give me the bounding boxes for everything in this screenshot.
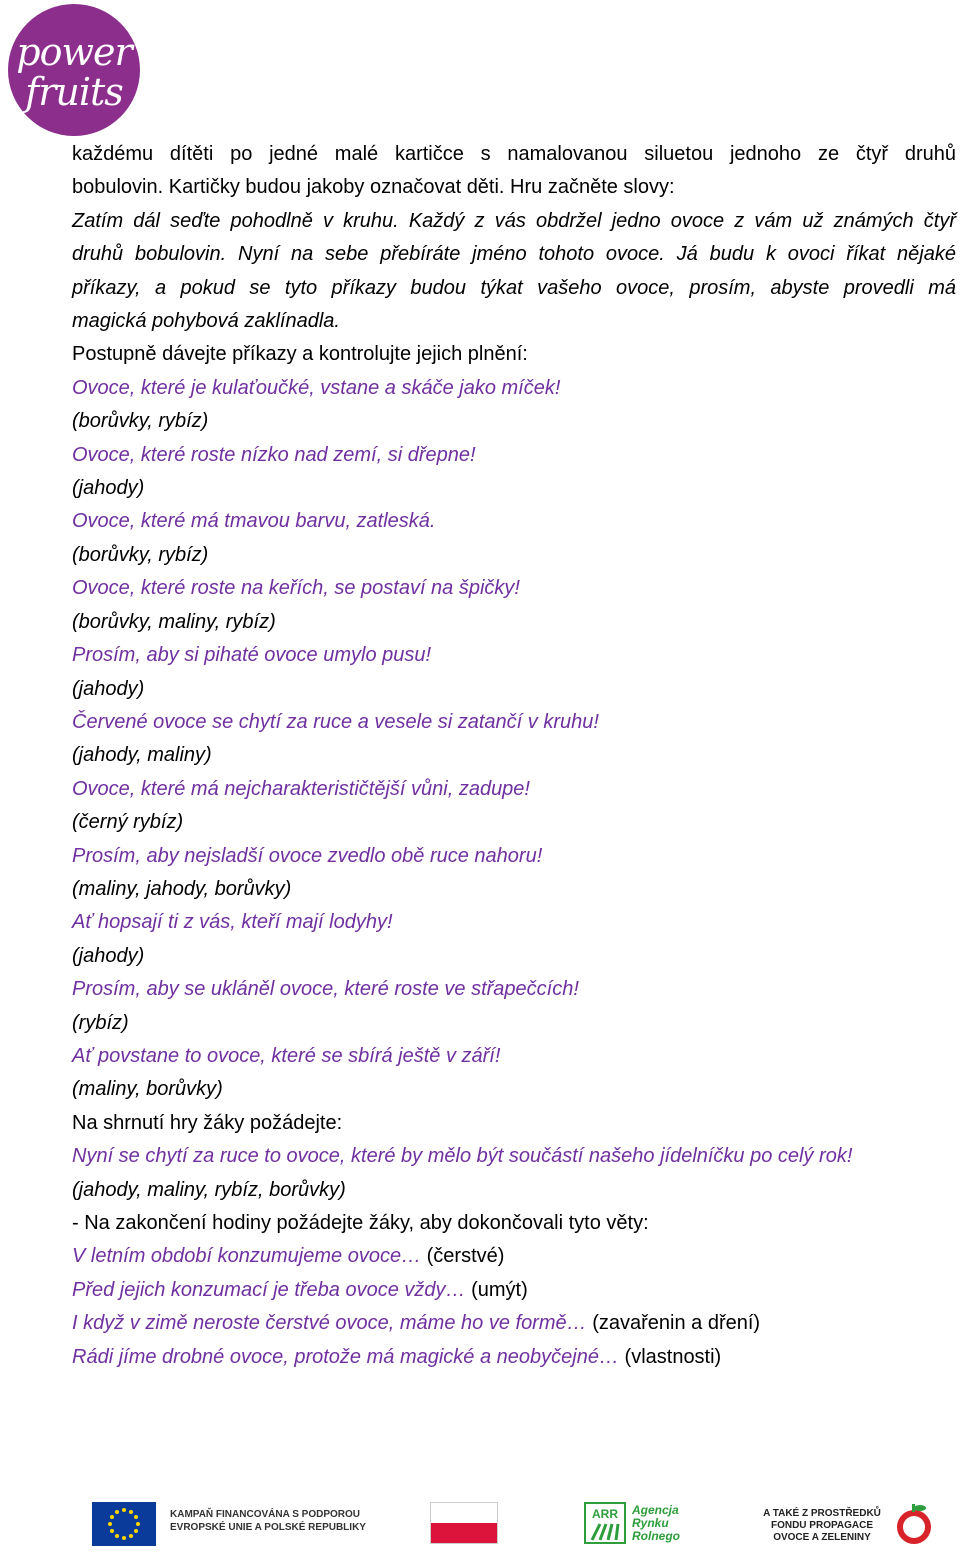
- command-answer: (černý rybíz): [72, 811, 184, 834]
- command-text: Ovoce, které je kulaťoučké, vstane a skáče jako míček!: [72, 376, 561, 399]
- command-answer: (borůvky, maliny, rybíz): [72, 610, 276, 633]
- sentence-line: [72, 1240, 956, 1273]
- sentence-answer: (zavařenin a dření): [592, 1312, 761, 1335]
- eu-funding-text: [170, 1508, 370, 1534]
- command-answer: (jahody): [72, 677, 145, 700]
- command-answer: (jahody): [72, 944, 145, 967]
- command-text: Prosím, aby se ukláněl ovoce, které roste ve střapečcích!: [72, 978, 579, 1001]
- fund-text-line: OVOCE A ZELENINY: [773, 1532, 871, 1543]
- narration-line-3: příkazy, a pokud se tyto příkazy budou týkat vašeho ovoce, prosím, abyste provedli má: [72, 276, 956, 299]
- narration-line-2: druhů bobulovin. Nyní na sebe přebíráte jméno tohoto ovoce. Já budu k ovoci říkat nějaké: [72, 243, 956, 266]
- arr-agency-text: [632, 1504, 702, 1543]
- sentence-prompt: Rádi jíme drobné ovoce, protože má magické a neobyčejné…: [72, 1345, 619, 1368]
- narration-line-4: magická pohybová zaklínadla.: [72, 310, 340, 333]
- eu-flag-icon: [92, 1502, 156, 1546]
- fund-text-line: FONDU PROPAGACE: [770, 1520, 874, 1531]
- command-text: Ovoce, které má nejcharakterističtější vůni, zadupe!: [72, 777, 530, 800]
- command-answer: (borůvky, rybíz): [72, 543, 209, 566]
- sentence-prompt: I když v zimě neroste čerstvé ovoce, máme ho ve formě…: [72, 1312, 587, 1335]
- sentence-prompt: V letním období konzumujeme ovoce…: [72, 1245, 422, 1268]
- apple-logo-icon: [892, 1502, 936, 1546]
- command-text: Ať povstane to ovoce, které se sbírá ještě v září!: [72, 1044, 501, 1067]
- eu-text-line: KAMPAŇ FINANCOVÁNA S PODPOROU: [170, 1509, 361, 1520]
- command-text: Ovoce, které roste na keřích, se postaví na špičky!: [72, 577, 520, 600]
- command-answer: (jahody): [72, 477, 145, 500]
- arr-text-line: Agencja: [632, 1503, 679, 1517]
- sentence-line: [72, 1341, 956, 1374]
- summary-intro: Na shrnutí hry žáky požádejte:: [72, 1111, 343, 1134]
- sentence-line: [72, 1274, 956, 1307]
- sentence-line: [72, 1307, 956, 1340]
- commands-intro: Postupně dávejte příkazy a kontrolujte jejich plnění:: [72, 343, 528, 366]
- logo-word-power: power: [16, 30, 132, 74]
- arr-text-line: Rynku: [632, 1516, 669, 1530]
- summary-command: Nyní se chytí za ruce to ovoce, které by mělo být součástí našeho jídelníčku po celý rok!: [72, 1145, 853, 1168]
- command-answer: (maliny, jahody, borůvky): [72, 877, 292, 900]
- narration-line-1: Zatím dál seďte pohodlně v kruhu. Každý z vás obdržel jedno ovoce z vám už známých čtyř: [72, 209, 956, 232]
- eu-text-line: EVROPSKÉ UNIE A POLSKÉ REPUBLIKY: [170, 1522, 366, 1533]
- document-body: [72, 138, 956, 1374]
- funding-footer: [0, 1496, 960, 1553]
- logo-word-fruits: fruits: [25, 70, 123, 114]
- ending-intro: - Na zakončení hodiny požádejte žáky, aby dokončovali tyto věty:: [72, 1212, 649, 1234]
- command-answer: (borůvky, rybíz): [72, 410, 209, 433]
- arr-logo-icon: [584, 1502, 626, 1544]
- fund-text: [760, 1508, 884, 1544]
- arr-text-line: Rolnego: [632, 1529, 680, 1543]
- intro-line-2: bobulovin. Kartičky budou jakoby označovat děti. Hru začněte slovy:: [72, 176, 675, 199]
- intro-line-1: každému dítěti po jedné malé kartičce s namalovanou siluetou jednoho ze čtyř druhů: [72, 143, 956, 165]
- sentence-answer: (vlastnosti): [624, 1345, 722, 1368]
- command-text: Ovoce, které roste nízko nad zemí, si dřepne!: [72, 443, 476, 466]
- command-answer: (rybíz): [72, 1011, 129, 1034]
- sentence-prompt: Před jejich konzumací je třeba ovoce vždy…: [72, 1278, 466, 1301]
- command-text: Prosím, aby nejsladší ovoce zvedlo obě ruce nahoru!: [72, 844, 543, 867]
- power-fruits-logo: [8, 4, 140, 136]
- poland-flag-icon: [430, 1502, 498, 1544]
- fund-text-line: A TAKÉ Z PROSTŘEDKŮ: [763, 1508, 881, 1519]
- summary-answer: (jahody, maliny, rybíz, borůvky): [72, 1178, 346, 1201]
- command-text: Ovoce, které má tmavou barvu, zatleská.: [72, 510, 436, 533]
- command-text: Červené ovoce se chytí za ruce a vesele si zatančí v kruhu!: [72, 710, 599, 733]
- sentence-answer: (umýt): [471, 1278, 528, 1301]
- command-answer: (jahody, maliny): [72, 744, 212, 767]
- arr-mark-text: ARR: [592, 1507, 618, 1521]
- command-text: Prosím, aby si pihaté ovoce umylo pusu!: [72, 644, 432, 667]
- command-text: Ať hopsají ti z vás, kteří mají lodyhy!: [72, 911, 393, 934]
- command-answer: (maliny, borůvky): [72, 1078, 223, 1101]
- sentence-answer: (čerstvé): [426, 1245, 505, 1268]
